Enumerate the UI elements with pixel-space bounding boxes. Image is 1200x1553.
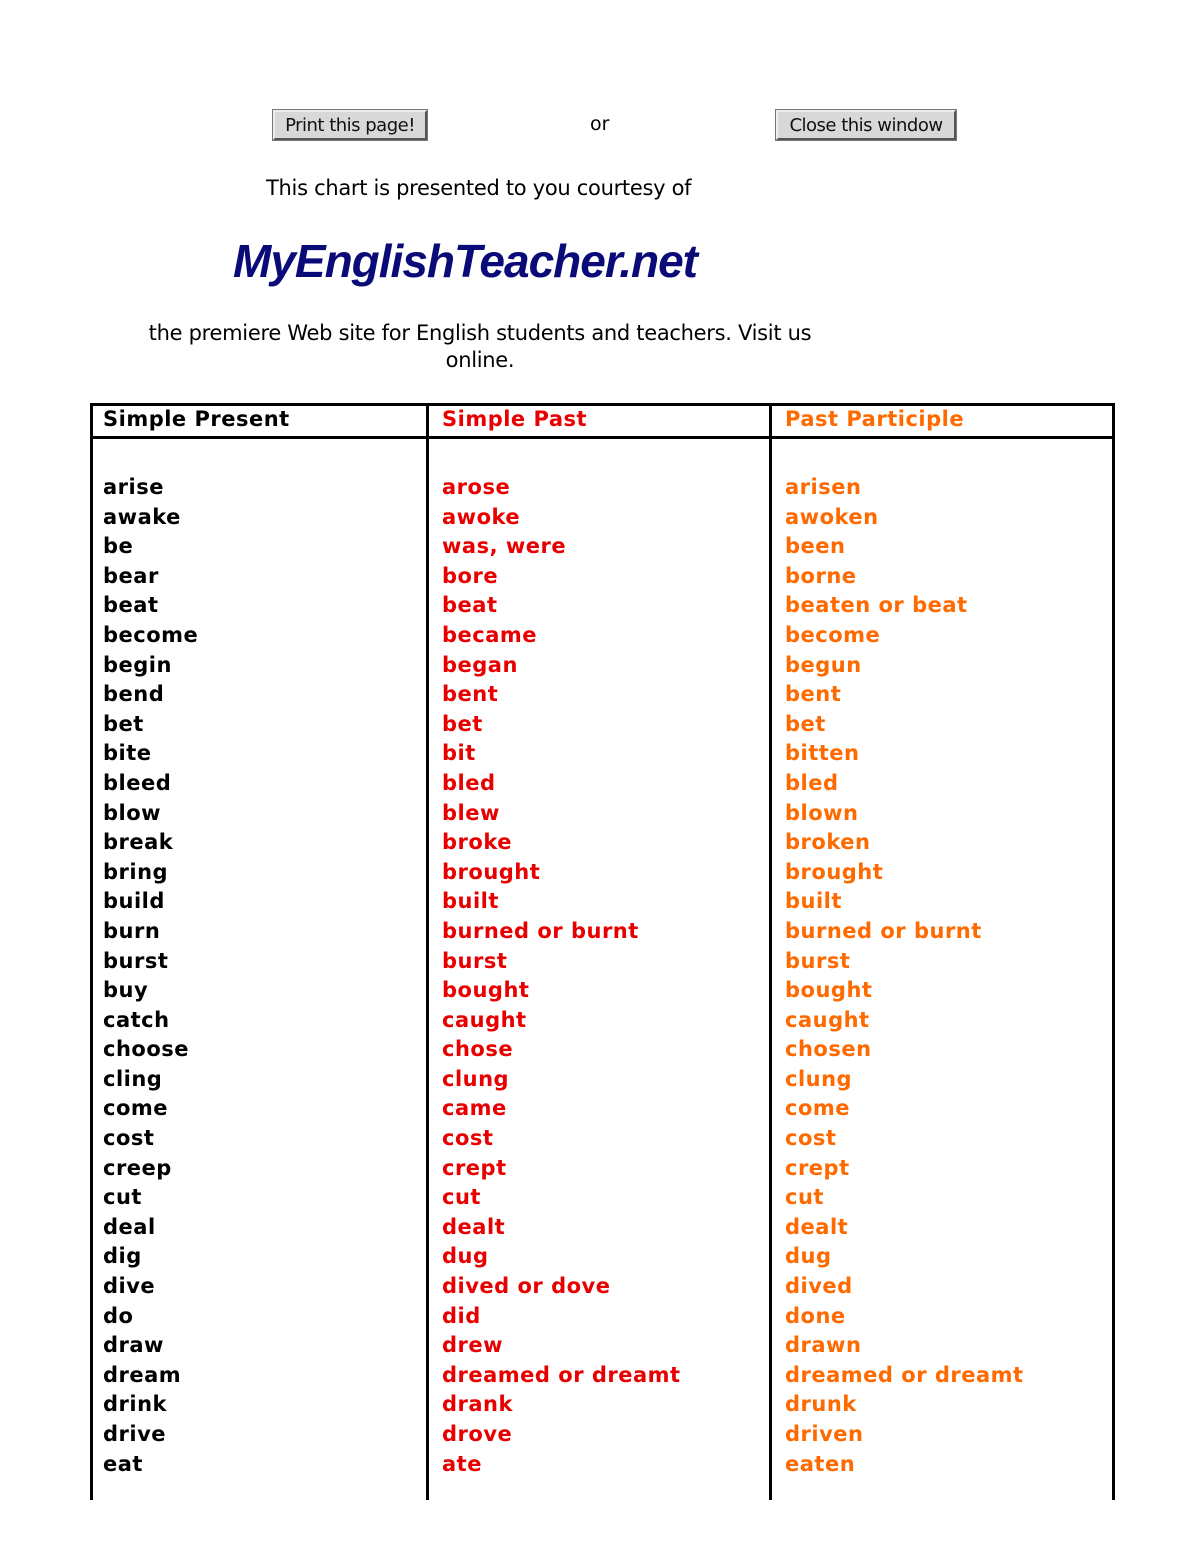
column-divider-2 [769, 403, 772, 1500]
past-participle-item: driven [785, 1422, 864, 1446]
simple-past-item: drove [442, 1422, 513, 1446]
simple-past-item: began [442, 652, 518, 677]
simple-present-item: awake [103, 504, 181, 529]
past-participle-item: awoken [785, 504, 879, 529]
simple-past-item: chose [442, 1037, 514, 1062]
simple-present-item: burst [103, 948, 169, 973]
past-participle-item: burst [785, 948, 851, 973]
past-participle-item: bitten [785, 741, 860, 766]
simple-present-item: begin [103, 652, 172, 677]
simple-past-item: drew [442, 1333, 504, 1358]
simple-present-item: blow [103, 800, 162, 825]
header-past-participle: Past Participle [785, 407, 965, 431]
simple-present-item: do [103, 1303, 134, 1328]
past-participle-item: brought [785, 859, 884, 884]
simple-past-list [442, 473, 681, 1479]
site-logo[interactable]: MyEnglishTeacher.net [233, 235, 697, 287]
simple-present-item: eat [103, 1451, 143, 1476]
simple-present-item: build [103, 889, 165, 914]
simple-present-item: cut [103, 1185, 142, 1210]
simple-present-item: arise [103, 475, 164, 499]
past-participle-item: broken [785, 830, 871, 855]
simple-present-item: cost [103, 1126, 155, 1151]
simple-past-item: drank [442, 1392, 513, 1417]
verb-table [90, 403, 1115, 1500]
past-participle-item: arisen [785, 475, 862, 499]
close-window-button[interactable]: Close this window [776, 110, 956, 140]
or-text: or [590, 113, 610, 135]
past-participle-item: cost [785, 1126, 837, 1151]
past-participle-item: done [785, 1303, 846, 1328]
past-participle-item: built [785, 889, 842, 914]
simple-present-item: dive [103, 1274, 156, 1299]
past-participle-item: crept [785, 1155, 850, 1180]
past-participle-item: dreamed or dreamt [785, 1362, 1024, 1387]
past-participle-item: bled [785, 770, 839, 795]
simple-past-item: bet [442, 711, 483, 736]
past-participle-item: chosen [785, 1037, 872, 1062]
simple-present-list [103, 473, 198, 1479]
simple-present-item: cling [103, 1066, 163, 1091]
table-top-border [90, 403, 1115, 406]
simple-past-item: dreamed or dreamt [442, 1362, 681, 1387]
simple-present-item: drink [103, 1392, 168, 1417]
past-participle-item: dived [785, 1274, 853, 1299]
past-participle-item: bent [785, 682, 842, 707]
print-page-button[interactable]: Print this page! [273, 110, 427, 140]
simple-past-item: came [442, 1096, 507, 1121]
simple-present-item: bring [103, 859, 169, 884]
simple-present-item: deal [103, 1214, 156, 1239]
past-participle-item: bought [785, 978, 873, 1003]
simple-present-item: beat [103, 593, 159, 618]
past-participle-item: come [785, 1096, 850, 1121]
simple-past-item: built [442, 889, 499, 914]
courtesy-text: This chart is presented to you courtesy of [266, 176, 692, 200]
past-participle-item: been [785, 534, 846, 559]
simple-past-item: broke [442, 830, 512, 855]
simple-present-item: buy [103, 978, 149, 1003]
past-participle-item: bet [785, 711, 826, 736]
simple-past-item: ate [442, 1451, 482, 1476]
simple-past-item: dug [442, 1244, 489, 1269]
simple-present-item: bet [103, 711, 144, 736]
simple-past-item: clung [442, 1066, 510, 1091]
past-participle-item: beaten or beat [785, 593, 968, 618]
table-left-border [90, 403, 93, 1500]
simple-present-item: drive [103, 1422, 167, 1446]
simple-past-item: bore [442, 563, 499, 588]
simple-present-item: bear [103, 563, 159, 588]
simple-present-item: choose [103, 1037, 189, 1062]
simple-present-item: catch [103, 1007, 170, 1032]
past-participle-item: cut [785, 1185, 824, 1210]
header-simple-past: Simple Past [442, 407, 588, 431]
past-participle-item: burned or burnt [785, 918, 982, 943]
simple-present-item: be [103, 534, 134, 559]
simple-present-item: bleed [103, 770, 172, 795]
past-participle-item: caught [785, 1007, 870, 1032]
simple-present-item: dig [103, 1244, 142, 1269]
simple-past-item: arose [442, 475, 511, 499]
simple-past-item: did [442, 1303, 481, 1328]
header-simple-present: Simple Present [103, 407, 290, 431]
simple-present-item: break [103, 830, 174, 855]
simple-present-item: bend [103, 682, 165, 707]
past-participle-item: borne [785, 563, 857, 588]
past-participle-item: eaten [785, 1451, 856, 1476]
simple-present-item: bite [103, 741, 152, 766]
simple-past-item: blew [442, 800, 500, 825]
simple-past-item: awoke [442, 504, 521, 529]
simple-present-item: burn [103, 918, 161, 943]
simple-past-item: cost [442, 1126, 494, 1151]
simple-past-item: dived or dove [442, 1274, 611, 1299]
simple-past-item: cut [442, 1185, 481, 1210]
simple-present-item: become [103, 622, 199, 647]
simple-past-item: dealt [442, 1214, 506, 1239]
simple-past-item: bit [442, 741, 476, 766]
past-participle-item: dealt [785, 1214, 849, 1239]
simple-present-item: draw [103, 1333, 164, 1358]
simple-past-item: caught [442, 1007, 527, 1032]
simple-past-item: burst [442, 948, 508, 973]
column-divider-1 [426, 403, 429, 1500]
simple-past-item: crept [442, 1155, 507, 1180]
past-participle-item: begun [785, 652, 862, 677]
past-participle-item: drawn [785, 1333, 862, 1358]
simple-present-item: dream [103, 1362, 182, 1387]
simple-past-item: became [442, 622, 538, 647]
header-bottom-border [90, 436, 1115, 439]
past-participle-item: dug [785, 1244, 832, 1269]
past-participle-item: clung [785, 1066, 853, 1091]
simple-past-item: bled [442, 770, 496, 795]
table-right-border [1112, 403, 1115, 1500]
simple-past-item: was, were [442, 534, 567, 559]
past-participle-item: become [785, 622, 881, 647]
simple-past-item: burned or burnt [442, 918, 639, 943]
tagline-text: the premiere Web site for English students and teachers. Visit us online. [148, 321, 812, 372]
past-participle-list [785, 473, 1024, 1479]
simple-past-item: beat [442, 593, 498, 618]
simple-present-item: creep [103, 1155, 172, 1180]
past-participle-item: blown [785, 800, 859, 825]
simple-past-item: bought [442, 978, 530, 1003]
simple-past-item: bent [442, 682, 499, 707]
simple-past-item: brought [442, 859, 541, 884]
simple-present-item: come [103, 1096, 168, 1121]
past-participle-item: drunk [785, 1392, 857, 1417]
